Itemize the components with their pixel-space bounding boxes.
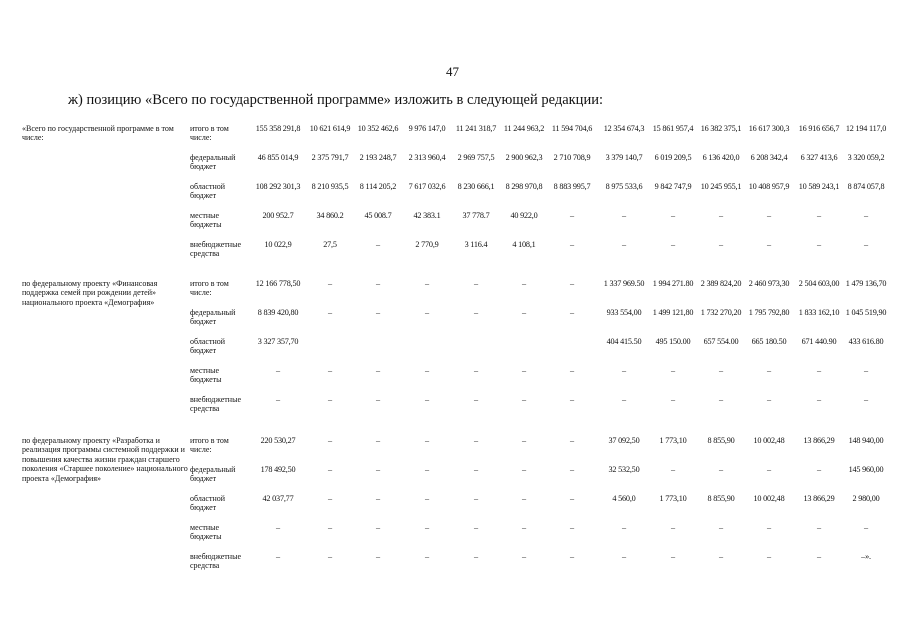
table-cell: – (376, 308, 380, 317)
table-cell: 11 241 318,7 (455, 124, 497, 133)
table-cell: 148 940,00 (848, 436, 884, 445)
table-cell: 6 208 342,4 (750, 153, 788, 162)
table-cell: – (719, 465, 723, 474)
amendment-heading: ж) позицию «Всего по государственной программе» изложить в следующей редакции: (68, 92, 603, 108)
table-cell: – (817, 211, 821, 220)
table-cell: – (425, 436, 429, 445)
table-cell: – (276, 523, 280, 532)
table-cell: – (276, 366, 280, 375)
table-cell: 1 479 136,70 (845, 279, 887, 288)
table-cell: – (719, 395, 723, 404)
table-cell: 15 861 957,4 (652, 124, 694, 133)
table-cell: – (328, 465, 332, 474)
table-cell: – (376, 279, 380, 288)
table-cell: 10 589 243,1 (798, 182, 840, 191)
row-label: внебюджетные средства (190, 552, 241, 571)
table-cell: 8 114 205,2 (359, 182, 397, 191)
table-cell: – (671, 240, 675, 249)
table-cell: – (474, 308, 478, 317)
table-cell: 8 855,90 (707, 436, 735, 445)
table-cell: 8 230 666,1 (457, 182, 495, 191)
table-cell: 8 883 995,7 (553, 182, 591, 191)
table-cell: 2 193 248,7 (359, 153, 397, 162)
row-label: внебюджетные средства (190, 240, 241, 259)
table-cell: – (864, 523, 868, 532)
table-cell: – (719, 240, 723, 249)
table-cell: – (425, 523, 429, 532)
table-cell: 16 617 300,3 (748, 124, 790, 133)
table-cell: – (522, 395, 526, 404)
table-cell: 37 092,50 (608, 436, 640, 445)
table-cell: 3 116.4 (464, 240, 488, 249)
table-cell: – (522, 465, 526, 474)
table-cell: – (570, 494, 574, 503)
table-cell: 9 976 147,0 (408, 124, 446, 133)
table-cell: 1 045 519,90 (845, 308, 887, 317)
section-label: «Всего по государственной программе в том числе: (22, 124, 174, 143)
table-cell: – (570, 308, 574, 317)
table-cell: – (376, 366, 380, 375)
table-cell: 8 874 057,8 (847, 182, 885, 191)
table-cell: 2 460 973,30 (748, 279, 790, 288)
table-cell: – (376, 240, 380, 249)
table-cell: 10 002,48 (753, 494, 785, 503)
table-cell: – (376, 552, 380, 561)
table-cell: 665 180.50 (751, 337, 787, 346)
row-label: федеральный бюджет (190, 153, 236, 172)
row-label: федеральный бюджет (190, 308, 236, 327)
table-cell: – (522, 494, 526, 503)
table-cell: – (864, 240, 868, 249)
table-cell: 10 352 462,6 (357, 124, 399, 133)
table-cell: 4 108,1 (512, 240, 536, 249)
table-cell: – (570, 523, 574, 532)
table-cell: 6 019 209,5 (654, 153, 692, 162)
table-cell: – (474, 523, 478, 532)
table-cell: – (425, 552, 429, 561)
table-cell: – (719, 523, 723, 532)
table-cell: – (474, 465, 478, 474)
table-cell: 8 210 935,5 (311, 182, 349, 191)
table-cell: – (522, 436, 526, 445)
table-cell: – (767, 211, 771, 220)
table-cell: – (328, 523, 332, 532)
table-cell: 3 320 059,2 (847, 153, 885, 162)
table-cell: 1 337 969.50 (603, 279, 645, 288)
table-cell: – (328, 279, 332, 288)
table-cell: – (328, 494, 332, 503)
table-cell: – (425, 494, 429, 503)
table-cell: 2 969 757,5 (457, 153, 495, 162)
table-cell: 10 621 614,9 (309, 124, 351, 133)
table-cell: 1 773,10 (659, 436, 687, 445)
table-cell: 3 327 357,70 (257, 337, 299, 346)
table-cell: 8 855,90 (707, 494, 735, 503)
table-cell: – (767, 552, 771, 561)
row-label: итого в том числе: (190, 436, 229, 455)
table-cell: 12 354 674,3 (603, 124, 645, 133)
table-cell: 6 327 413,6 (800, 153, 838, 162)
table-cell: – (328, 395, 332, 404)
table-cell: – (570, 366, 574, 375)
row-label: областной бюджет (190, 337, 226, 356)
table-cell: 10 002,48 (753, 436, 785, 445)
table-cell: – (671, 523, 675, 532)
table-cell: 145 960,00 (848, 465, 884, 474)
row-label: внебюджетные средства (190, 395, 241, 414)
table-cell: 34 860.2 (316, 211, 344, 220)
row-label: итого в том числе: (190, 279, 229, 298)
table-cell: 2 375 791,7 (311, 153, 349, 162)
table-cell: 9 842 747,9 (654, 182, 692, 191)
table-cell: 8 298 970,8 (505, 182, 543, 191)
row-label: местные бюджеты (190, 366, 222, 385)
table-cell: – (425, 395, 429, 404)
table-cell: 46 855 014,9 (257, 153, 299, 162)
table-cell: 178 492,50 (260, 465, 296, 474)
table-cell: – (522, 366, 526, 375)
section-label: по федеральному проекту «Финансовая поддержка семей при рождении детей» национального проекта «Демография» (22, 279, 158, 307)
table-cell: – (328, 308, 332, 317)
table-cell: 27,5 (323, 240, 337, 249)
table-cell: 16 382 375,1 (700, 124, 742, 133)
table-cell: – (522, 552, 526, 561)
table-cell: – (570, 279, 574, 288)
table-cell: – (425, 366, 429, 375)
table-cell: – (767, 465, 771, 474)
table-cell: – (671, 552, 675, 561)
table-cell: 1 795 792,80 (748, 308, 790, 317)
table-cell: – (864, 395, 868, 404)
table-cell: – (622, 395, 626, 404)
table-cell: – (376, 395, 380, 404)
table-cell: – (817, 552, 821, 561)
table-cell: – (474, 552, 478, 561)
table-cell: – (671, 395, 675, 404)
table-cell: – (864, 366, 868, 375)
page-number: 47 (446, 64, 459, 79)
table-cell: 7 617 032,6 (408, 182, 446, 191)
table-cell: 220 530,27 (260, 436, 296, 445)
table-cell: 6 136 420,0 (702, 153, 740, 162)
table-cell: – (328, 552, 332, 561)
table-cell: – (767, 395, 771, 404)
table-cell: – (767, 240, 771, 249)
table-cell: – (276, 395, 280, 404)
table-cell: 657 554.00 (703, 337, 739, 346)
table-cell: – (522, 523, 526, 532)
row-label: местные бюджеты (190, 523, 222, 542)
table-cell: 2 710 708,9 (553, 153, 591, 162)
table-cell: – (671, 211, 675, 220)
table-cell: 933 554,00 (606, 308, 642, 317)
row-label: федеральный бюджет (190, 465, 236, 484)
table-cell: – (474, 366, 478, 375)
table-cell: – (817, 465, 821, 474)
row-label: областной бюджет (190, 182, 226, 201)
table-cell: – (719, 211, 723, 220)
table-cell: 155 358 291,8 (255, 124, 301, 133)
table-cell: – (817, 366, 821, 375)
row-label: итого в том числе: (190, 124, 229, 143)
row-label: областной бюджет (190, 494, 226, 513)
table-cell: 8 839 420,80 (257, 308, 299, 317)
table-cell: – (328, 436, 332, 445)
table-cell: – (719, 552, 723, 561)
table-cell: 2 900 962,3 (505, 153, 543, 162)
table-cell: 671 440.90 (801, 337, 837, 346)
table-cell: – (767, 523, 771, 532)
table-cell: – (671, 366, 675, 375)
table-cell: – (570, 240, 574, 249)
table-cell: 404 415.50 (606, 337, 642, 346)
table-cell: – (817, 240, 821, 249)
table-cell: 4 560,0 (612, 494, 636, 503)
table-cell: – (817, 395, 821, 404)
table-cell: 13 866,29 (803, 494, 835, 503)
table-cell: 1 833 162,10 (798, 308, 840, 317)
table-cell: – (474, 395, 478, 404)
table-cell: – (425, 308, 429, 317)
section-label: по федеральному проекту «Разработка и реализация программы системной поддержки и повышения качества жизни граждан старшего поколения «Старшее поколение» национального проекта «Демография» (22, 436, 188, 483)
table-cell: 40 922,0 (510, 211, 538, 220)
table-cell: 13 866,29 (803, 436, 835, 445)
table-cell: – (328, 366, 332, 375)
table-cell: – (522, 279, 526, 288)
table-cell: 200 952.7 (262, 211, 294, 220)
table-cell: – (425, 279, 429, 288)
table-cell: – (622, 366, 626, 375)
table-cell: – (474, 494, 478, 503)
table-cell: 10 245 955,1 (700, 182, 742, 191)
table-cell: 12 166 778,50 (255, 279, 301, 288)
table-cell: 3 379 140,7 (605, 153, 643, 162)
table-cell: – (570, 395, 574, 404)
table-cell: – (570, 211, 574, 220)
table-cell: 495 150.00 (655, 337, 691, 346)
table-cell: – (622, 552, 626, 561)
table-cell: 12 194 117,0 (845, 124, 887, 133)
table-cell: – (570, 465, 574, 474)
table-cell: – (425, 465, 429, 474)
table-cell: – (376, 523, 380, 532)
table-cell: 37 778.7 (462, 211, 490, 220)
table-cell: 42 383.1 (413, 211, 441, 220)
row-label: местные бюджеты (190, 211, 222, 230)
table-cell: 433 616.80 (848, 337, 884, 346)
table-cell: – (817, 523, 821, 532)
table-cell: 8 975 533,6 (605, 182, 643, 191)
table-cell: – (570, 436, 574, 445)
table-cell: – (474, 436, 478, 445)
table-cell: – (570, 552, 574, 561)
table-cell: 2 313 960,4 (408, 153, 446, 162)
table-cell: 1 732 270,20 (700, 308, 742, 317)
table-cell: – (376, 465, 380, 474)
table-cell: 2 770,9 (415, 240, 439, 249)
table-cell: – (276, 552, 280, 561)
table-cell: 2 389 824,20 (700, 279, 742, 288)
table-cell: 10 408 957,9 (748, 182, 790, 191)
table-cell: –». (861, 552, 871, 561)
table-cell: – (864, 211, 868, 220)
table-cell: 2 980,00 (852, 494, 880, 503)
table-cell: – (522, 308, 526, 317)
table-cell: 45 008.7 (364, 211, 392, 220)
table-cell: 2 504 603,00 (798, 279, 840, 288)
table-cell: 1 499 121,80 (652, 308, 694, 317)
table-cell: 1 773,10 (659, 494, 687, 503)
table-cell: – (376, 494, 380, 503)
table-cell: 108 292 301,3 (255, 182, 301, 191)
table-cell: – (622, 211, 626, 220)
table-cell: 42 037,77 (262, 494, 294, 503)
table-cell: 32 532,50 (608, 465, 640, 474)
table-cell: – (671, 465, 675, 474)
table-cell: – (622, 240, 626, 249)
table-cell: 11 244 963,2 (503, 124, 545, 133)
table-cell: 16 916 656,7 (798, 124, 840, 133)
table-cell: – (474, 279, 478, 288)
table-cell: 1 994 271.80 (652, 279, 694, 288)
table-cell: – (376, 436, 380, 445)
table-cell: – (767, 366, 771, 375)
table-cell: – (622, 523, 626, 532)
table-cell: – (719, 366, 723, 375)
table-cell: 11 594 704,6 (551, 124, 593, 133)
table-cell: 10 022,9 (264, 240, 292, 249)
